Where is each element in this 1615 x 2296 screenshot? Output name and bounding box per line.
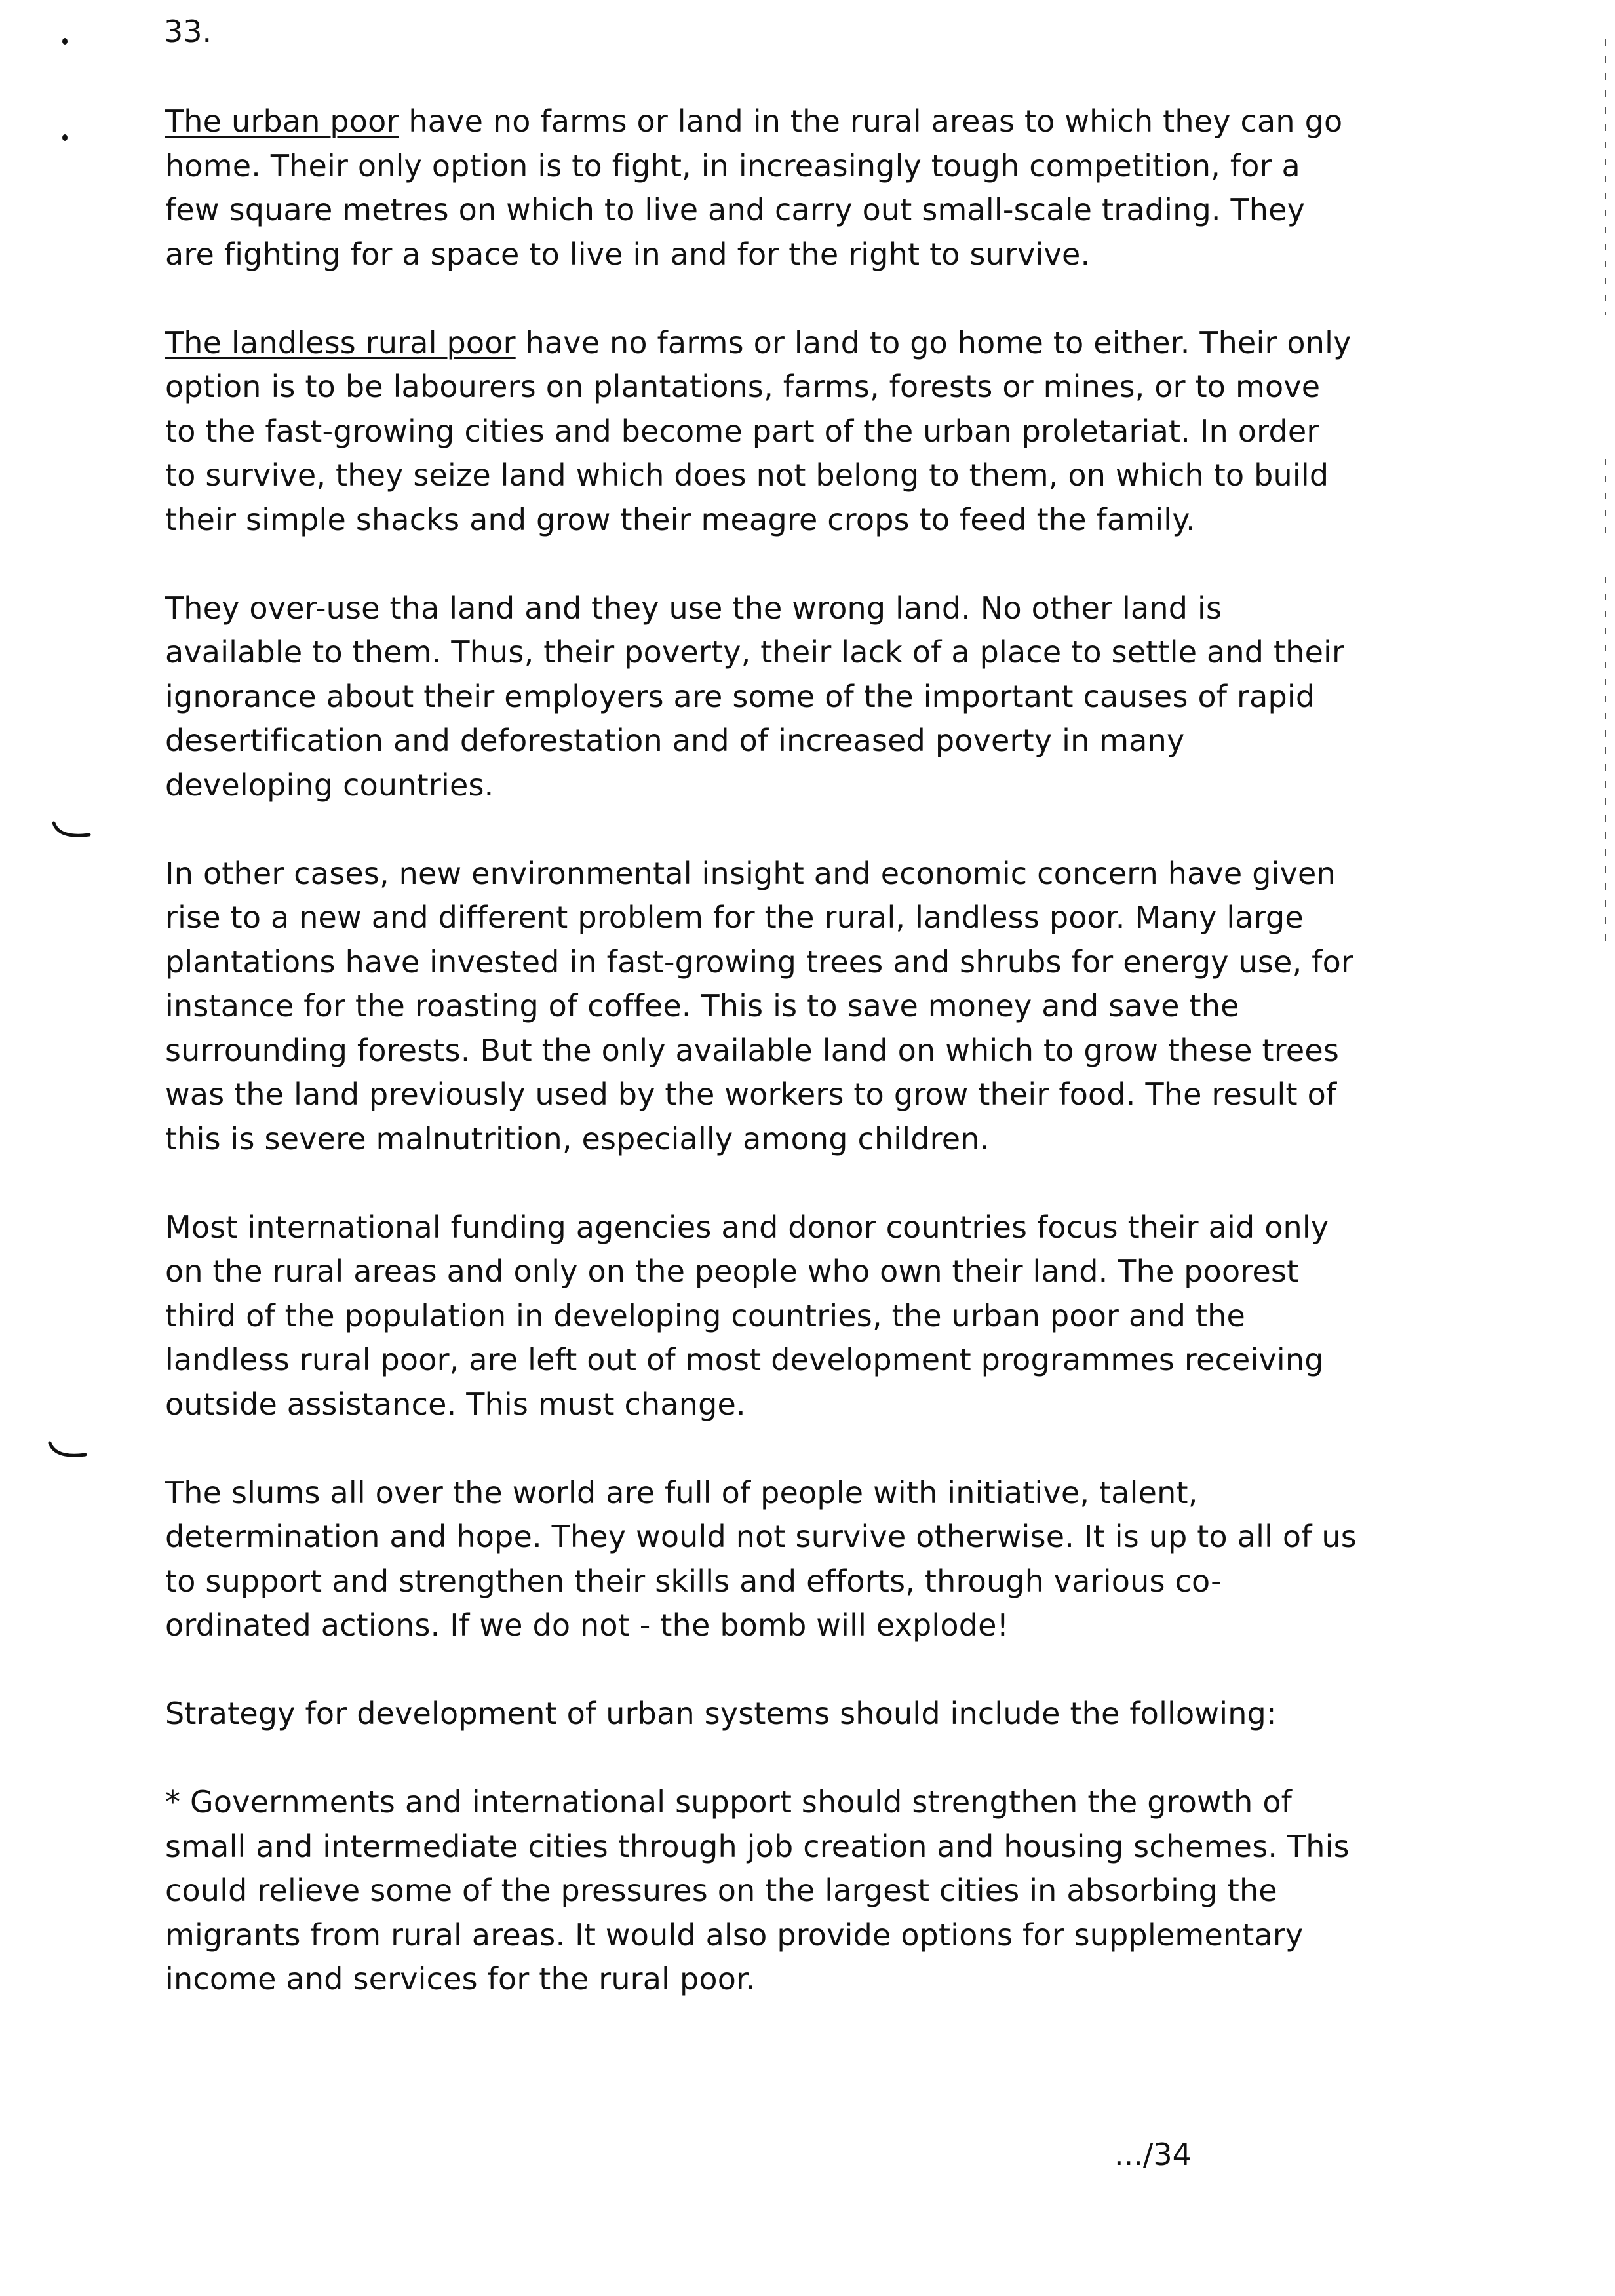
paragraph-text: have no farms or land in the rural areas to which they can go home. Their only option is to fight, in increasingly tough competition, for a few square metres on which to live and carry out small-scale trading. They are fighting for a space to live in and for the right to survive. [165,104,1343,272]
paragraph-strategy-item: * Governments and international support should strengthen the growth of small and intermediate cities through job creation and housing schemes. This could relieve some of the pressures on the largest cities in absorbing the migrants from rural areas. It would also provide options for supplementary income and services for the rural poor. [165,1784,1350,1997]
scan-edge-line [1605,459,1606,537]
paragraph-overuse: They over-use tha land and they use the wrong land. No other land is available to them. Thus, their poverty, their lack of a place to settle and their ignorance about their employers are some of the important causes of rapid desertification and deforestation and of increased poverty in many developing countries. [165,590,1345,803]
paragraph-other-cases: In other cases, new environmental insight and economic concern have given rise to a new and different problem for the rural, landless poor. Many large plantations have invested in fast-growing trees and shrubs for energy use, for instance for the roasting of coffee. This is to save money and save the surrounding forests. But the only available land on which to grow these trees was the land previously used by the workers to grow their food. The result of this is severe malnutrition, especially among children. [165,855,1354,1157]
scan-edge-line [1605,39,1606,315]
paragraph-funding-agencies: Most international funding agencies and donor countries focus their aid only on the rural areas and only on the people who own their land. The poorest third of the population in developing countries, the urban poor and the landless rural poor, are left out of most development programmes receiving outside assistance. This must change. [165,1209,1329,1422]
continuation-marker: .../34 [1114,2137,1192,2172]
scan-edge-line [1605,577,1606,944]
paragraph-strategy-intro: Strategy for development of urban systems should include the following: [165,1696,1277,1731]
margin-bracket-mark [47,1439,88,1463]
paragraph-slums: The slums all over the world are full of people with initiative, talent, determination and hope. They would not survive otherwise. It is up to all of us to support and strengthen their skills and efforts, through various co-ordinated actions. If we do not - the bomb will explode! [165,1474,1357,1643]
margin-dot [62,38,68,45]
margin-bracket-mark [51,819,92,843]
document-body [165,100,1358,2002]
paragraph-text: have no farms or land to go home to either. Their only option is to be labourers on plantations, farms, forests or mines, or to move to the fast-growing cities and become part of the urban proletariat. In order to survive, they seize land which does not belong to them, on which to build their simple shacks and grow their meagre crops to feed the family. [165,324,1352,537]
page-number: 33. [164,14,212,49]
term-urban-poor: The urban poor [165,104,399,139]
margin-dot [62,134,68,141]
paragraph-urban-poor [165,100,1358,277]
paragraph-landless-rural-poor [165,321,1358,543]
term-landless-rural-poor: The landless rural poor [165,324,516,360]
